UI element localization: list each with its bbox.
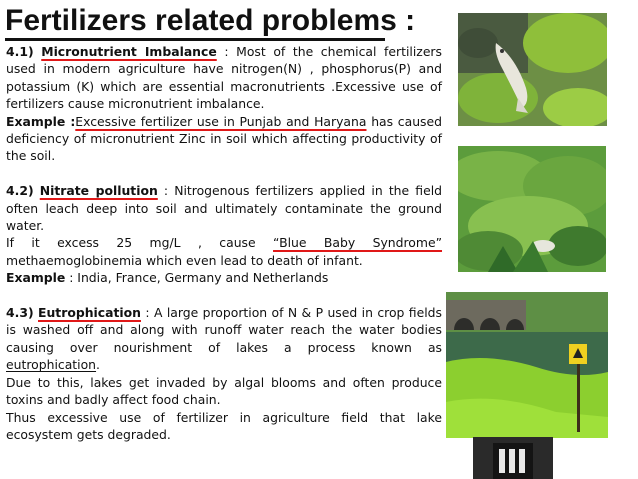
title-underline [5,38,385,41]
slide-body [6,43,442,443]
example-label: Example [6,270,66,286]
section-nitrate [6,182,442,234]
section-number: 4.2) [6,183,34,199]
section-heading: Micronutrient Imbalance [41,44,217,59]
line-text: If it excess 25 mg/L , cause [6,235,274,251]
section-body: : Nitrogenous fertilizers applied in the field often leach deep into soil and ultimately contaminate the ground water. [6,183,443,234]
dead-fish-algae-photo [458,13,607,126]
term-end: . [96,357,100,373]
slide-title: Fertilizers related problems : [5,4,416,37]
section-number: 4.1) [6,44,34,59]
example-label: Example : [6,113,76,129]
section-heading: Eutrophication [38,305,141,321]
line-text: methaemoglobinemia which even lead to death of infant. [6,252,363,268]
example-micronutrient [6,113,442,165]
example-text: : India, France, Germany and Netherlands [65,270,329,286]
blue-baby-syndrome: “Blue Baby Syndrome” [273,235,443,251]
section-eutrophication [6,304,442,374]
algae-covered-water-photo [458,146,606,272]
eutrophication-conclusion: Thus excessive use of fertilizer in agriculture field that lake ecosystem gets degraded. [6,409,442,442]
section-heading: Nitrate pollution [39,183,158,199]
example-nitrate [6,269,442,286]
section-body: : Most of the chemical fertilizers used in modern agriculture have nitrogen(N) , phosphorus(P) and potassium (K) which are essential macronutrients .Excessive use of fertilizers cause micronutrient imbalance. [6,44,442,112]
blue-baby-line [6,234,442,269]
example-highlight: Excessive fertilizer use in Punjab and Haryana [75,113,367,129]
section-number: 4.3) [6,305,34,321]
sign-post-photo [473,437,553,479]
section-body: : A large proportion of N & P used in crop fields is washed off and along with runoff water reach the water bodies causing over nourishment of lakes a process known as [6,305,442,355]
eutrophication-term: eutrophication [6,357,97,373]
section-micronutrient [6,43,442,113]
green-lake-bridge-photo [446,292,608,438]
eutrophication-effects: Due to this, lakes get invaded by algal blooms and often produce toxins and badly affect food chain. [6,374,442,408]
example-text: has caused deficiency of micronutrient Zinc in soil which affecting productivity of the soil. [6,113,442,164]
